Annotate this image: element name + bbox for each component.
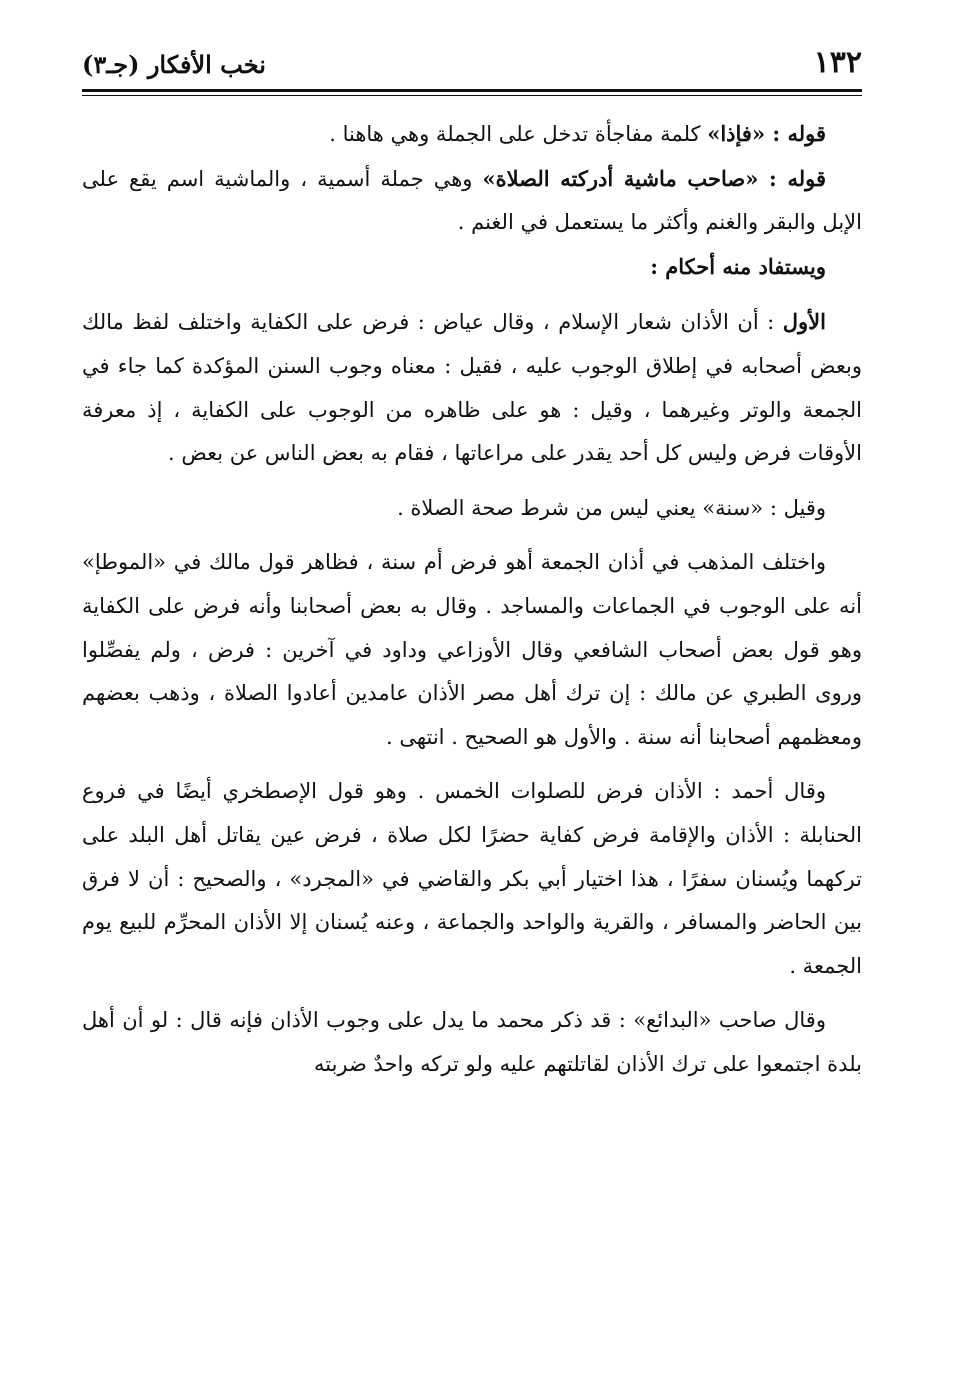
page-body [82,112,862,1086]
paragraph-sunna [82,487,862,531]
paragraph-text: وقال أحمد : الأذان فرض للصلوات الخمس . وهو قول الإصطخري أيضًا في فروع الحنابلة : الأذان والإقامة فرض كفاية حضرًا لكل صلاة ، فرض عين يقاتل أهل البلد على تركهما ويُسنان سفرًا ، هذا اختيار أبي بكر والقاضي في «المجرد» ، والصحيح : أن لا فرق بين الحاضر والمسافر ، والقرية والواحد والجماعة ، وعنه يُسنان إلا الأذان المحرِّم للبيع يوم الجمعة . [82,779,862,978]
paragraph-text: وقيل : «سنة» يعني ليس من شرط صحة الصلاة . [397,495,826,520]
paragraph-text: واختلف المذهب في أذان الجمعة أهو فرض أم سنة ، فظاهر قول مالك في «الموطإ» أنه على الوجوب في الجماعات والمساجد . وقال به بعض أصحابنا وأنه فرض على الكفاية وهو قول بعض أصحاب الشافعي وقال الأوزاعي وداود في آخرين : فرض ، ولم يفصِّلوا وروى الطبري عن مالك : إن ترك أهل مصر الأذان عامدين أعادوا الصلاة ، وذهب بعضهم ومعظمهم أصحابنا أنه سنة . والأول هو الصحيح . انتهى . [82,550,862,749]
paragraph-lead: الأول [782,309,826,335]
paragraph-first-ruling [82,300,862,475]
running-title: نخب الأفكار (جـ٣) [82,50,266,79]
paragraph-lead: قوله : «صاحب ماشية أدركته الصلاة» [482,165,826,191]
paragraph-badai [82,999,862,1086]
header-rule-thin [82,95,862,96]
paragraph-ahmad [82,770,862,988]
page-header [82,44,862,88]
paragraph-fa-itha [82,112,862,157]
paragraph-sahib-mashiya [82,157,862,245]
paragraph-text: وهي جملة أسمية ، والماشية اسم يقع على الإبل والبقر والغنم وأكثر ما يستعمل في الغنم . [82,166,862,235]
paragraph-text: وقال صاحب «البدائع» : قد ذكر محمد ما يدل على وجوب الأذان فإنه قال : لو أن أهل بلدة اجتمعوا على ترك الأذان لقاتلتهم عليه ولو تركه واحدٌ ضربته [82,1008,862,1076]
paragraph-lead: قوله : «فإذا» [707,121,826,146]
paragraph-madhhab [82,541,862,759]
paragraph-text: كلمة مفاجأة تدخل على الجملة وهي هاهنا . [329,122,708,146]
paragraph-ahkam-heading [82,245,862,290]
paragraph-text: : أن الأذان شعار الإسلام ، وقال عياض : فرض على الكفاية واختلف لفظ مالك وبعض أصحابه في إطلاق الوجوب عليه ، فقيل : معناه وجوب السنن المؤكدة كما جاء في الجمعة والوتر وغيرهما ، وقيل : هو على ظاهره من الوجوب على الكفاية ، إذ معرفة الأوقات فرض وليس كل أحد يقدر على مراعاتها ، فقام به بعض الناس عن بعض . [82,310,862,466]
section-heading: ويستفاد منه أحكام : [650,253,826,279]
page-number: ١٣٢ [813,45,862,80]
header-rule [82,89,862,92]
